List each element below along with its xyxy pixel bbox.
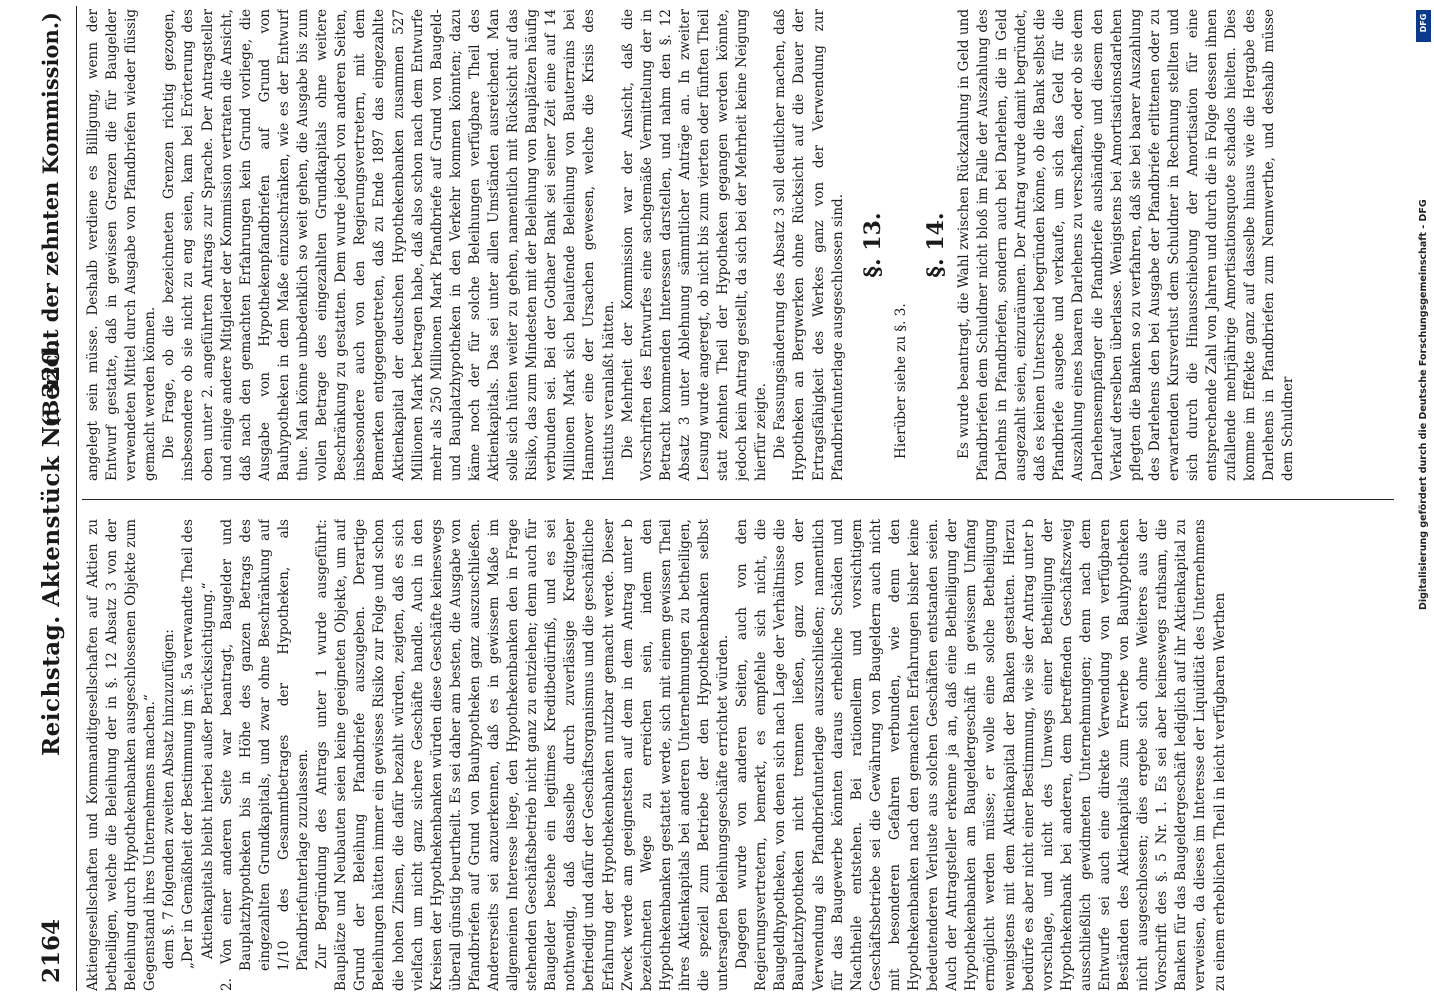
paragraph: Es wurde beantragt, die Wahl zwischen Rückzahlung in Geld und Pfandbriefen dem Schuldner nicht bloß im Falle der Auszahlung des Darlehns in Pfandbriefen, sondern auch bei Darlehen, die in Geld ausgezahlt seien, einzuräumen. Der Antrag wurde damit begründet, daß es keinen Unterschied begründen könne, ob die Bank selbst die Pfandbriefe ausgebe und verkaufe, um sich das Geld für die Auszahlung eines baaren Darlehens zu verschaffen, oder ob sie dem Darlehensempfänger die Pfandbriefe aushändige und diesem den Verkauf derselben überlasse. Wenigstens bei Amortisationsdarlehen pflegten die Banken so zu verfahren, daß sie bei baarer Auszahlung des Darlehens den bei Ausgabe der Pfandbriefe erlittenen oder zu erwartenden Kursverlust dem Schuldner in Rechnung stellten und sich durch die Hinausschiebung der Amortisation für eine entsprechende Zahl von Jahren und durch die in Folge dessen ihnen zufallende mehrjährige Amortisationsquote schadlos hielten. Dies komme im Effekte ganz auf dasselbe hinaus wie die Hergabe des Darlehens in Pfandbriefen zum Nennwerthe, und deshalb müsse dem Schuldner (955, 9, 1297, 481)
digitization-credit (1416, 10, 1432, 990)
paragraph: Die Mehrheit der Kommission war der Ansicht, daß die Vorschriften des Entwurfes eine sachgemäße Vermittelung der in Betracht kommenden Interessen darstellen, und nahm den §. 12 Absatz 3 unter Ablehnung sämmtlicher Anträge an. In zweiter Lesung wurde angeregt, ob nicht bis zum vierten oder fünften Theil statt zehnten Theil der Hypotheken gegangen werden könnte, jedoch kein Antrag gestellt, da sich bei der Mehrheit keine Neigung hierfür zeigte. (619, 9, 770, 481)
header-rule (76, 6, 77, 991)
paragraph: Aktiengesellschaften und Kommanditgesellschaften auf Aktien zu betheiligen, welche die Beleihung der in §. 12 Absatz 3 von der Beleihung durch Hypothekenbanken ausgeschlossenen Objekte zum Gegenstand ihres Unternehmens machen.“ (85, 519, 159, 991)
paragraph: angelegt sein müsse. Deshalb verdiene es Billigung, wenn der Entwurf gestatte, daß in gewissen Grenzen die für Baugelder verwendeten Mittel durch Ausgabe von Pfandbriefen wieder flüssig gemacht werden können. (85, 9, 159, 481)
page-header (32, 6, 70, 991)
dfg-logo-text: DFG (1419, 13, 1428, 33)
paragraph: „Der in Gemäßheit der Bestimmung im §. 5a verwandte Theil des Aktienkapitals bleibt hierbei außer Berücksichtigung.“ (180, 519, 216, 969)
paragraph: Die Frage, ob die bezeichneten Grenzen richtig gezogen, insbesondere ob sie nicht zu eng seien, kam bei Erörterung des oben unter 2. angeführten Antrags zur Sprache. Der Antragsteller und einige andere Mitglieder der Kommission vertraten die Ansicht, daß nach den gemachten Erfahrungen kein Grund vorliege, die Ausgabe von Hypothekenpfandbriefen auf Grund von Bauhypotheken in dem Maße einzuschränken, wie es der Entwurf thue. Man könne unbedenklich so weit gehen, die Ausgabe bis zum vollen Betrage des eingezahlten Grundkapitals ohne weitere Beschränkung zu gestatten. Dem wurde jedoch von anderen Seiten, insbesondere auch von den Regierungsvertretern, mit dem Bemerken entgegengetreten, daß zu Ende 1897 das eingezahlte Aktienkapital der deutschen Hypothekenbanken zusammen 527 Millionen Mark betragen habe, daß also schon nach dem Entwurfe mehr als 250 Millionen Mark Pfandbriefe auf Grund von Baugeld- und Bauplatzhypotheken in den Verkehr kommen könnten; dazu käme noch der für solche Beleihungen verfügbare Theil des Aktienkapitals. Das sei unter allen Umständen ausreichend. Man solle sich hüten weiter zu gehen, namentlich mit Rücksicht auf das Risiko, das zum Mindesten mit der Beleihung von Bauplätzen häufig verbunden sei. Bei der Gothaer Bank sei seiner Zeit eine auf 14 Millionen Mark sich belaufende Beleihung von Bauterrains bei Hannover eine der Ursachen gewesen, welche die Krisis des Instituts veranlaßt hätten. (161, 9, 617, 481)
page-title: Reichstag. Aktenstück Nr. 320. (38, 340, 65, 756)
paragraph: 2. Von einer anderen Seite war beantragt, Baugelder und Bauplatzhypotheken bis in Höhe des ganzen Betrags des eingezahlten Grundkapitals, und zwar ohne Beschränkung auf 1/10 des Gesammtbetrages der Hypotheken, als Pfandbriefunterlage zuzulassen. (218, 519, 312, 991)
dfg-logo (1416, 10, 1431, 42)
column-divider (82, 499, 1394, 500)
paragraph: Hierüber siehe zu §. 3. (892, 303, 909, 459)
page-number: 2164 (38, 918, 65, 983)
left-column (84, 519, 1392, 991)
paragraph: Die Fassungsänderung des Absatz 3 soll deutlicher machen, daß Hypotheken an Bergwerken ohne Rücksicht auf die Dauer der Ertragsfähigkeit des Werkes ganz von der Verwendung zur Pfandbriefunterlage ausgeschlossen sind. (772, 9, 846, 481)
paragraph: Zur Begründung des Antrags unter 1 wurde ausgeführt: Bauplätze und Neubauten seien keine geeigneten Objekte, um auf Grund der Beleihung Pfandbriefe auszugeben. Derartige Beleihungen hätten immer ein gewisses Risiko zur Folge und schon die hohen Zinsen, die dafür bezahlt würden, zeigten, daß es sich vielfach um nicht ganz sichere Geschäfte handle. Auch in den Kreisen der Hypothekenbanken würden diese Geschäfte keineswegs überall günstig beurtheilt. Es sei daher am besten, die Ausgabe von Pfandbriefen auf Grund von Bauhypotheken ganz auszuschließen. Andererseits sei anzuerkennen, daß es in gewissem Maße im allgemeinen Interesse liege, den Hypothekenbanken den in Frage stehenden Geschäftsbetrieb nicht ganz zu entziehen; denn auch für Baugelder bestehe ein legitimes Kreditbedürfniß, und es sei nothwendig, daß dasselbe durch zuverlässige Kreditgeber befriedigt und dafür der Geschäftsorganismus und die geschäftliche Erfahrung der Hypothekenbanken nutzbar gemacht werde. Dieser Zweck werde am geeignetsten auf dem in dem Antrag unter b bezeichneten Wege zu erreichen sein, indem den Hypothekenbanken gestattet werde, sich mit einem gewissen Theil ihres Aktienkapitals bei anderen Unternehmungen zu betheiligen, die speziell zum Betriebe der den Hypothekenbanken selbst untersagten Beleihungsgeschäfte errichtet würden. (314, 519, 732, 991)
paragraph: Dagegen wurde von anderen Seiten, auch von den Regierungsvertretern, bemerkt, es empfehle sich nicht, die Baugeldhypotheken, von denen sich nach Lage der Verhältnisse die Bauplatzhypotheken nicht trennen ließen, ganz von der Verwendung als Pfandbriefunterlage auszuschließen; namentlich für das Baugewerbe könnten daraus erhebliche Schäden und Nachtheile entstehen. Bei rationellem und vorsichtigem Geschäftsbetriebe sei die Gewährung von Baugeldern auch nicht mit besonderen Gefahren verbunden, wie denn den Hypothekenbanken nach den gemachten Erfahrungen bisher keine bedeutenderen Verluste aus solchen Geschäften entstanden seien. Auch der Antragsteller erkenne ja an, daß eine Betheiligung der Hypothekenbanken am Baugeldergeschäft in gewissem Umfang ermöglicht werden müsse; er wolle eine solche Betheiligung wenigstens mit dem Aktienkapital der Banken gestatten. Hierzu bedürfe es aber nicht einer Bestimmung, wie sie der Antrag unter b vorschlage, und nicht des Umwegs einer Betheiligung der Hypothekenbank bei anderen, dem betreffenden Geschäftszweig ausschließlich gewidmeten Unternehmungen; denn nach dem Entwurfe sei auch eine direkte Verwendung von verfügbaren Beständen des Aktienkapitals zum Erwerbe von Bauhypotheken nicht ausgeschlossen; dies ergebe sich ohne Weiteres aus der Vorschrift des §. 5 Nr. 1. Es sei aber keineswegs rathsam, die Banken für das Baugeldergeschäft lediglich auf ihr Aktienkapital zu verweisen, da dieses im Interesse der Liquidität des Unternehmens zu einem erheblichen Theil in leicht verfügbaren Werthen (734, 519, 1228, 991)
paragraph: dem §. 7 folgenden zweiten Absatz hinzuzufügen: (161, 629, 178, 969)
funding-notice: Digitalisierung gefördert durch die Deutsche Forschungsgemeinschaft - DFG (1418, 199, 1429, 610)
section-heading: §. 13. (859, 212, 886, 278)
section-title: (Bericht der zehnten Kommission.) (38, 12, 63, 428)
document-page (32, 6, 1400, 991)
right-column (84, 9, 1392, 481)
section-heading: §. 14. (922, 212, 949, 278)
